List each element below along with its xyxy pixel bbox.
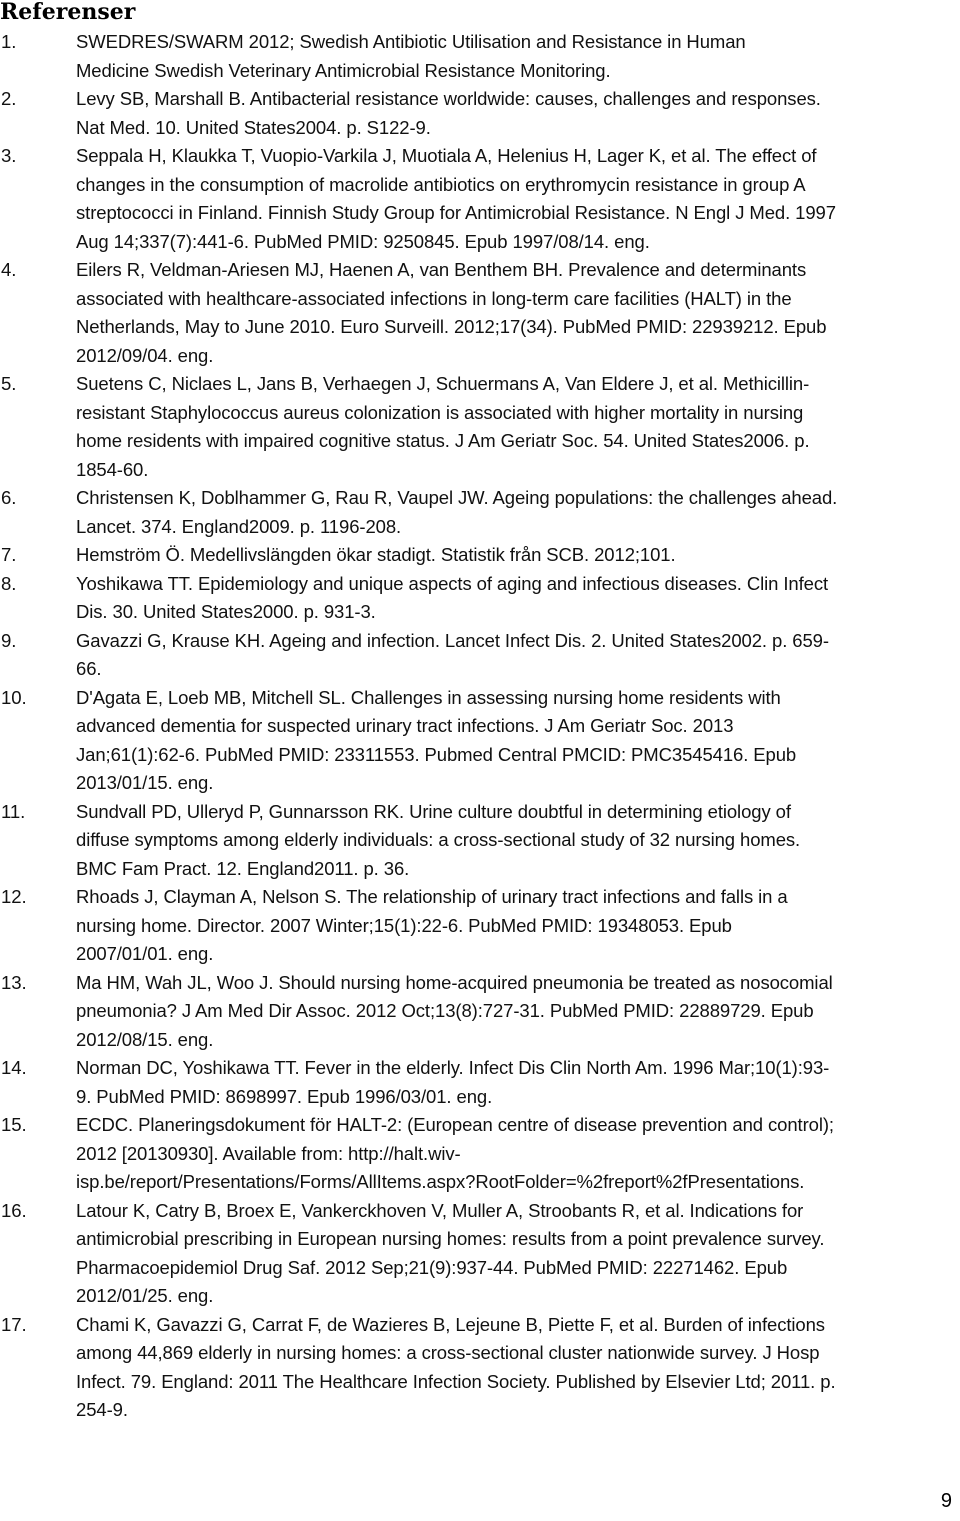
reference-text-line: 2012/01/25. eng.: [76, 1285, 214, 1306]
reference-number: 5.: [1, 373, 17, 394]
reference-number: 6.: [1, 487, 17, 508]
reference-text-line: 66.: [76, 658, 102, 679]
reference-text: [76, 1311, 960, 1425]
reference-text-line: Latour K, Catry B, Broex E, Vankerckhoven V, Muller A, Stroobants R, et al. Indications for: [76, 1199, 804, 1221]
reference-text-line: 1854-60.: [76, 458, 149, 480]
reference-text-line: pneumonia? J Am Med Dir Assoc. 2012 Oct;13(8):727-31. PubMed PMID: 22889729. Epub: [76, 1000, 814, 1021]
reference-item: [0, 142, 960, 256]
reference-text-line: Medicine Swedish Veterinary Antimicrobial Resistance Monitoring.: [76, 59, 611, 81]
reference-text-line: 2007/01/01. eng.: [76, 943, 214, 964]
reference-text: [76, 969, 960, 1055]
reference-text-line: Sundvall PD, Ulleryd P, Gunnarsson RK. Urine culture doubtful in determining etiology of: [76, 800, 791, 822]
reference-text: [76, 798, 960, 884]
reference-item: [0, 484, 960, 541]
reference-item: [0, 627, 960, 684]
reference-item: [0, 969, 960, 1055]
reference-text: [76, 142, 960, 256]
reference-text-line: ECDC. Planeringsdokument för HALT-2: (European centre of disease prevention and control);: [76, 1114, 834, 1135]
reference-number: 11.: [1, 800, 26, 822]
reference-item: [0, 1311, 960, 1425]
reference-text-line: Infect. 79. England: 2011 The Healthcare Infection Society. Published by Elsevier Ltd; 2011. p.: [76, 1370, 836, 1392]
reference-text-line: SWEDRES/SWARM 2012; Swedish Antibiotic Utilisation and Resistance in Human: [76, 31, 746, 52]
reference-text-line: Norman DC, Yoshikawa TT. Fever in the elderly. Infect Dis Clin North Am. 1996 Mar;10(1):93-: [76, 1057, 830, 1078]
reference-item: [0, 1197, 960, 1311]
reference-text-line: Chami K, Gavazzi G, Carrat F, de Wazieres B, Lejeune B, Piette F, et al. Burden of infections: [76, 1313, 825, 1335]
reference-item: [0, 256, 960, 370]
reference-number: 2.: [1, 88, 17, 109]
reference-list: [0, 28, 960, 1425]
reference-text-line: Nat Med. 10. United States2004. p. S122-9.: [76, 116, 431, 138]
reference-text-line: home residents with impaired cognitive status. J Am Geriatr Soc. 54. United States2006. p.: [76, 430, 810, 451]
reference-number: 15.: [1, 1114, 27, 1135]
page-number: 9: [940, 1490, 952, 1512]
reference-text-line: Christensen K, Doblhammer G, Rau R, Vaupel JW. Ageing populations: the challenges ahead.: [76, 487, 838, 508]
reference-text: [76, 1197, 960, 1311]
reference-text: [76, 883, 960, 969]
reference-number: 16.: [1, 1199, 27, 1221]
reference-text: [76, 541, 960, 570]
reference-text-line: 2013/01/15. eng.: [76, 772, 214, 793]
reference-text-line: 254-9.: [76, 1399, 128, 1420]
reference-text-line: Rhoads J, Clayman A, Nelson S. The relationship of urinary tract infections and falls in a: [76, 886, 788, 907]
reference-text-line: nursing home. Director. 2007 Winter;15(1):22-6. PubMed PMID: 19348053. Epub: [76, 914, 732, 936]
reference-text-line: streptococci in Finland. Finnish Study Group for Antimicrobial Resistance. N Engl J Med. 1997: [76, 202, 836, 223]
reference-item: [0, 28, 960, 85]
reference-number: 17.: [1, 1313, 27, 1335]
reference-text: [76, 256, 960, 370]
reference-text-line: diffuse symptoms among elderly individuals: a cross-sectional study of 32 nursing homes.: [76, 829, 801, 850]
reference-text-line: resistant Staphylococcus aureus colonization is associated with higher mortality in nursing: [76, 401, 804, 423]
reference-text-line: D'Agata E, Loeb MB, Mitchell SL. Challenges in assessing nursing home residents with: [76, 686, 781, 708]
reference-number: 8.: [1, 572, 17, 594]
reference-text-line: 2012/09/04. eng.: [76, 344, 214, 366]
reference-item: [0, 684, 960, 798]
reference-text-line: Jan;61(1):62-6. PubMed PMID: 23311553. Pubmed Central PMCID: PMC3545416. Epub: [76, 743, 797, 765]
reference-item: [0, 85, 960, 142]
reference-number: 3.: [1, 145, 17, 166]
reference-text-line: Levy SB, Marshall B. Antibacterial resistance worldwide: causes, challenges and responses.: [76, 88, 821, 109]
reference-number: 12.: [1, 886, 27, 907]
reference-text-line: Lancet. 374. England2009. p. 1196-208.: [76, 515, 402, 537]
reference-text-line: Gavazzi G, Krause KH. Ageing and infection. Lancet Infect Dis. 2. United States2002. p. 659-: [76, 629, 829, 651]
reference-text-line: Suetens C, Niclaes L, Jans B, Verhaegen J, Schuermans A, Van Eldere J, et al. Methicillin-: [76, 373, 810, 394]
reference-text-line: changes in the consumption of macrolide antibiotics on erythromycin resistance in group A: [76, 173, 806, 195]
reference-text-line: 2012 [20130930]. Available from: http://halt.wiv-: [76, 1142, 461, 1164]
page-heading: Referenser: [0, 0, 136, 25]
reference-number: 1.: [1, 31, 17, 52]
reference-text-line: associated with healthcare-associated infections in long-term care facilities (HALT) in the: [76, 287, 792, 309]
reference-text: [76, 484, 960, 541]
reference-text-line: Pharmacoepidemiol Drug Saf. 2012 Sep;21(9):937-44. PubMed PMID: 22271462. Epub: [76, 1256, 788, 1278]
reference-text-line: Seppala H, Klaukka T, Vuopio-Varkila J, Muotiala A, Helenius H, Lager K, et al. The effect of: [76, 145, 817, 166]
reference-item: [0, 570, 960, 627]
reference-text-line: antimicrobial prescribing in European nursing homes: results from a point prevalence survey.: [76, 1228, 825, 1249]
reference-text: [76, 627, 960, 684]
reference-text-line: 2012/08/15. eng.: [76, 1028, 214, 1050]
reference-text: [76, 684, 960, 798]
reference-item: [0, 883, 960, 969]
reference-text-line: Aug 14;337(7):441-6. PubMed PMID: 9250845. Epub 1997/08/14. eng.: [76, 230, 650, 252]
reference-text-line: Ma HM, Wah JL, Woo J. Should nursing home-acquired pneumonia be treated as nosocomial: [76, 971, 833, 993]
reference-item: [0, 1054, 960, 1111]
reference-text-line: advanced dementia for suspected urinary tract infections. J Am Geriatr Soc. 2013: [76, 715, 734, 736]
reference-text: [76, 570, 960, 627]
reference-text-line: isp.be/report/Presentations/Forms/AllItems.aspx?RootFolder=%2freport%2fPresentations.: [76, 1171, 805, 1192]
reference-text-line: among 44,869 elderly in nursing homes: a cross-sectional cluster nationwide survey. J Hosp: [76, 1342, 820, 1363]
reference-item: [0, 370, 960, 484]
reference-text-line: Eilers R, Veldman-Ariesen MJ, Haenen A, van Benthem BH. Prevalence and determinants: [76, 259, 807, 280]
reference-number: 14.: [1, 1057, 27, 1078]
reference-text-line: BMC Fam Pract. 12. England2011. p. 36.: [76, 857, 410, 879]
reference-text: [76, 85, 960, 142]
reference-text-line: Yoshikawa TT. Epidemiology and unique aspects of aging and infectious diseases. Clin Infect: [76, 572, 829, 594]
reference-number: 13.: [1, 971, 27, 993]
reference-text-line: Hemström Ö. Medellivslängden ökar stadigt. Statistik från SCB. 2012;101.: [76, 544, 676, 565]
reference-item: [0, 541, 960, 570]
reference-text-line: Dis. 30. United States2000. p. 931-3.: [76, 601, 376, 622]
reference-item: [0, 798, 960, 884]
reference-text: [76, 1054, 960, 1111]
reference-number: 4.: [1, 259, 17, 280]
reference-text: [76, 370, 960, 484]
reference-text: [76, 1111, 960, 1197]
reference-text-line: Netherlands, May to June 2010. Euro Surveill. 2012;17(34). PubMed PMID: 22939212. Epub: [76, 316, 827, 337]
reference-text-line: 9. PubMed PMID: 8698997. Epub 1996/03/01. eng.: [76, 1085, 493, 1107]
reference-number: 7.: [1, 544, 17, 565]
reference-text: [76, 28, 960, 85]
reference-item: [0, 1111, 960, 1197]
reference-number: 9.: [1, 629, 17, 651]
reference-number: 10.: [1, 686, 27, 708]
